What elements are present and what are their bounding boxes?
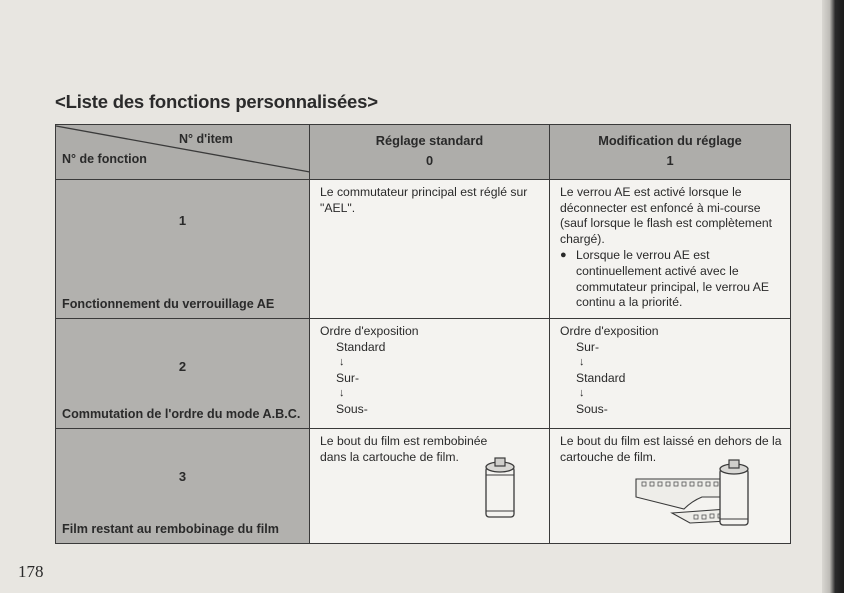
function-name: Commutation de l'ordre du mode A.B.C. [62,407,301,421]
sequence-heading: Ordre d'exposition [320,324,419,338]
function-cell-3 [56,429,310,544]
down-arrow-icon: ↓ [579,387,585,400]
modification-text: Le verrou AE est activé lorsque le déconnecter est enfoncé à mi-course (sauf lorsque le flash est complètement chargé). [560,185,773,246]
function-number: 2 [178,359,187,374]
modification-cell-2 [550,319,791,429]
modification-value: 1 [666,153,674,168]
header-corner-cell [56,125,310,180]
item-number-label: N° d'item [179,132,233,146]
standard-cell-2 [310,319,550,429]
sequence-step: Standard [576,370,626,385]
bullet-icon: ● [560,249,567,262]
modification-text: Le bout du film est laissé en dehors de la cartouche de film. [560,434,782,464]
sequence-step: Sous- [576,401,608,416]
standard-label: Réglage standard [375,133,484,148]
down-arrow-icon: ↓ [579,356,585,369]
function-number: 3 [178,469,187,484]
sequence-step: Sous- [336,401,368,416]
header-standard [310,125,550,180]
standard-text: Le commutateur principal est réglé sur "AEL". [320,185,528,215]
function-name: Film restant au rembobinage du film [62,522,279,536]
function-name: Fonctionnement du verrouillage AE [62,297,275,311]
modification-label: Modification du réglage [598,133,742,148]
table-row [56,180,791,319]
sequence-heading: Ordre d'exposition [560,324,659,338]
custom-functions-table [55,124,791,544]
down-arrow-icon: ↓ [339,387,345,400]
sequence-step: Sur- [576,339,600,354]
bullet-item [560,248,782,310]
modification-cell-3 [550,429,791,544]
standard-value: 0 [425,153,434,168]
function-cell-2 [56,319,310,429]
page-number: 178 [18,562,44,581]
function-number: 1 [178,213,187,228]
function-number-label: N° de fonction [62,152,147,166]
standard-cell-1 [310,180,550,319]
function-cell-1 [56,180,310,319]
exposure-sequence [336,340,541,418]
sequence-step: Standard [336,339,386,354]
page-title: <Liste des fonctions personnalisées> [55,91,378,112]
exposure-sequence [576,340,782,418]
modification-cell-1 [550,180,791,319]
table-row [56,429,791,544]
down-arrow-icon: ↓ [339,356,345,369]
table-header-row [56,125,791,180]
film-canister-leader-icon [632,457,752,529]
bullet-text: Lorsque le verrou AE est continuellement activé avec le commutateur principal, le verrou AE continu a la priorité. [576,248,770,310]
sequence-step: Sur- [336,370,360,385]
standard-cell-3 [310,429,550,544]
table-row [56,319,791,429]
header-modification [550,125,791,180]
film-canister-icon [482,455,518,523]
standard-text: Le bout du film est rembobinée dans la cartouche de film. [320,434,488,464]
page-edge [822,0,844,593]
